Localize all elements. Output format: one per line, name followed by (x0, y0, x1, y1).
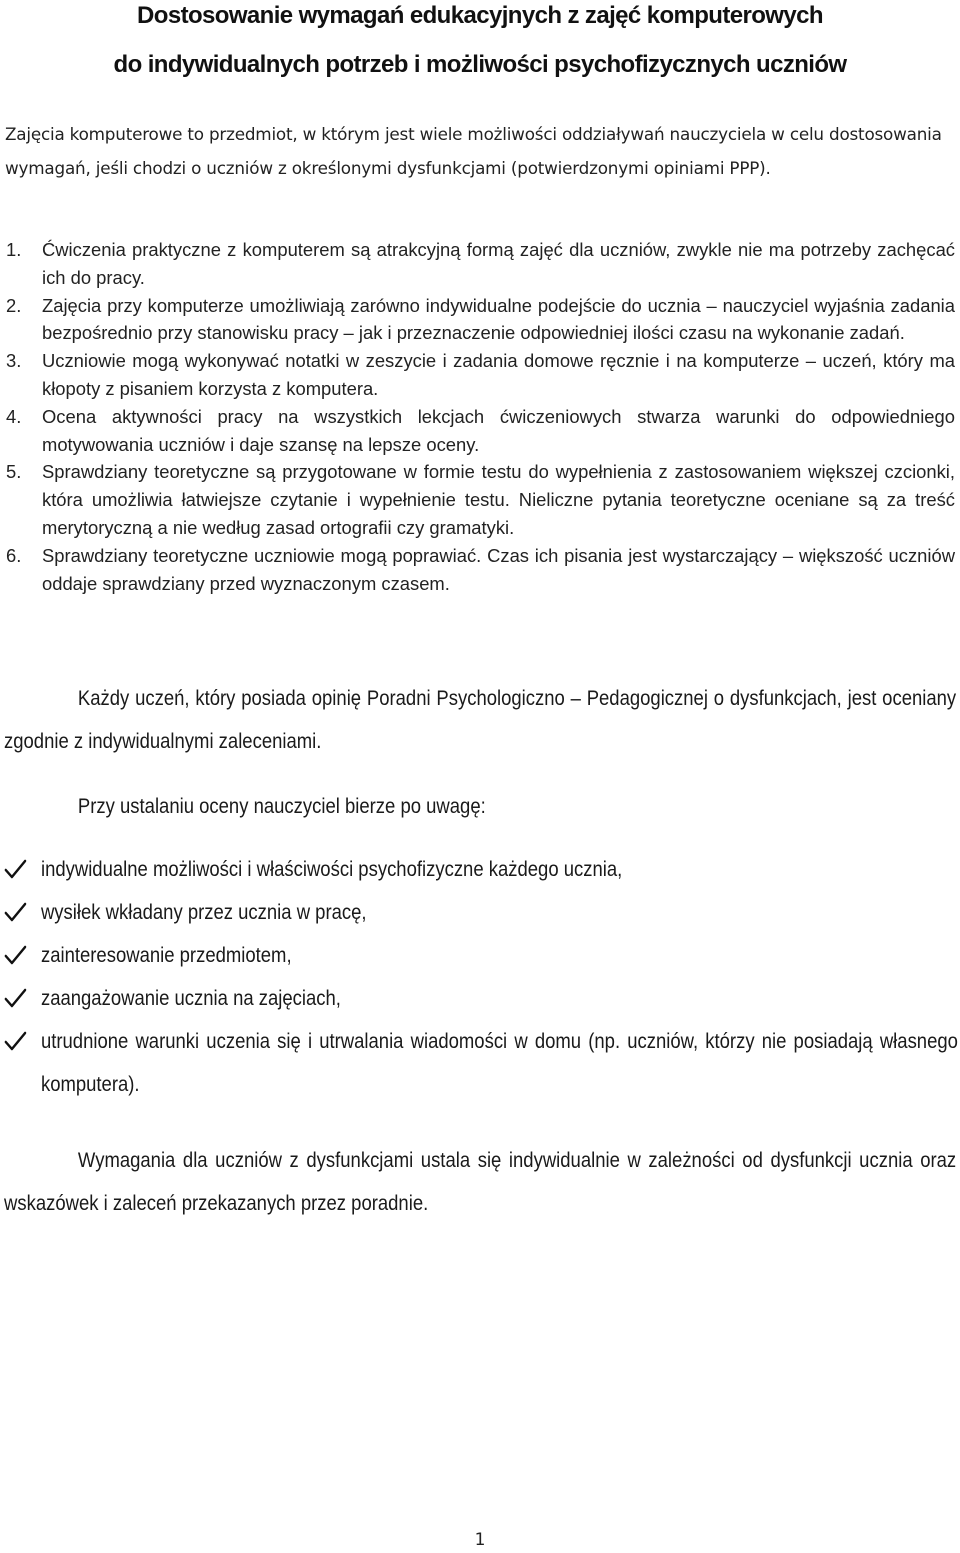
list-item-text: Sprawdziany teoretyczne są przygotowane w formie testu do wypełnienia z zastosowaniem większej czcionki, która umożliwia łatwiejsze czytanie i wypełnienie testu. Nieliczne pytania teoretyczne oceniane są za treść merytoryczną a nie według zasad ortografii czy gramatyki. (42, 461, 955, 538)
criteria-item (4, 934, 958, 977)
list-item (5, 347, 955, 403)
checkmark-icon (4, 1030, 27, 1052)
list-item-number: 4. (6, 405, 22, 427)
criteria-item (4, 977, 958, 1020)
list-item (5, 292, 955, 348)
list-item-text: Ćwiczenia praktyczne z komputerem są atrakcyjną formą zajęć dla uczniów, zwykle nie ma potrzeby zachęcać ich do pracy. (42, 239, 955, 288)
list-item (5, 542, 955, 598)
checkmark-icon (4, 987, 27, 1009)
page-number: 1 (474, 1530, 486, 1550)
criteria-list (4, 848, 958, 1106)
checkmark-icon (4, 901, 27, 923)
list-item-text: Ocena aktywności pracy na wszystkich lekcjach ćwiczeniowych stwarza warunki do odpowiedniego motywowania uczniów i daje szansę na lepsze oceny. (42, 405, 955, 455)
adaptations-list (5, 236, 955, 597)
list-item (5, 458, 955, 541)
list-item-number: 6. (6, 544, 22, 566)
requirements-paragraph (4, 1139, 956, 1225)
list-item (5, 236, 955, 292)
criteria-item-text: indywidualne możliwości i właściwości psychofizyczne każdego ucznia, (40, 858, 623, 881)
criteria-intro-paragraph (4, 785, 842, 828)
opinion-paragraph (4, 677, 956, 763)
list-item-number: 3. (6, 350, 22, 372)
criteria-item (4, 848, 958, 891)
criteria-item-text: zaangażowanie ucznia na zajęciach, (40, 987, 341, 1010)
list-item-number: 1. (6, 239, 22, 260)
checkmark-icon (4, 944, 27, 966)
list-item-text: Sprawdziany teoretyczne uczniowie mogą poprawiać. Czas ich pisania jest wystarczający – większość uczniów oddaje sprawdziany przed wyznaczonym czasem. (42, 544, 955, 594)
opinion-paragraph-text: Każdy uczeń, który posiada opinię Poradni Psychologiczno – Pedagogicznej o dysfunkcjach, jest oceniany zgodnie z indywidualnymi zaleceniami. (4, 687, 957, 753)
list-item-number: 2. (6, 294, 22, 316)
criteria-item-text: wysiłek wkładany przez ucznia w pracę, (40, 901, 367, 924)
list-item-text: Uczniowie mogą wykonywać notatki w zeszycie i zadania domowe ręcznie i na komputerze – uczeń, który ma kłopoty z pisaniem korzysta z komputera. (42, 350, 955, 399)
document-title-line-2: do indywidualnych potrzeb i możliwości psychofizycznych uczniów (113, 51, 847, 78)
criteria-item-text: utrudnione warunki uczenia się i utrwalania wiadomości w domu (np. uczniów, którzy nie posiadają własnego komputera). (40, 1030, 958, 1096)
list-item (5, 403, 955, 459)
criteria-item (4, 891, 958, 934)
requirements-paragraph-text: Wymagania dla uczniów z dysfunkcjami ustala się indywidualnie w zależności od dysfunkcji ucznia oraz wskazówek i zaleceń przekazanych przez poradnie. (4, 1149, 957, 1215)
document-title-line-1: Dostosowanie wymagań edukacyjnych z zajęć komputerowych (137, 2, 823, 29)
criteria-item-text: zainteresowanie przedmiotem, (40, 944, 292, 967)
list-item-text: Zajęcia przy komputerze umożliwiają zarówno indywidualne podejście do ucznia – nauczyciel wyjaśnia zadania bezpośrednio przy stanowisku pracy – jak i przeznaczenie odpowiedniej ilości czasu na wykonanie zadań. (42, 294, 955, 344)
criteria-item (4, 1020, 958, 1106)
list-item-number: 5. (6, 461, 22, 483)
checkmark-icon (4, 858, 27, 880)
intro-paragraph: Zajęcia komputerowe to przedmiot, w którym jest wiele możliwości oddziaływań nauczyciela w celu dostosowania wymagań, jeśli chodzi o uczniów z określonymi dysfunkcjami (potwierdzonymi opiniami PPP). (5, 124, 942, 178)
criteria-intro-text: Przy ustalaniu oceny nauczyciel bierze po uwagę: (77, 795, 486, 818)
